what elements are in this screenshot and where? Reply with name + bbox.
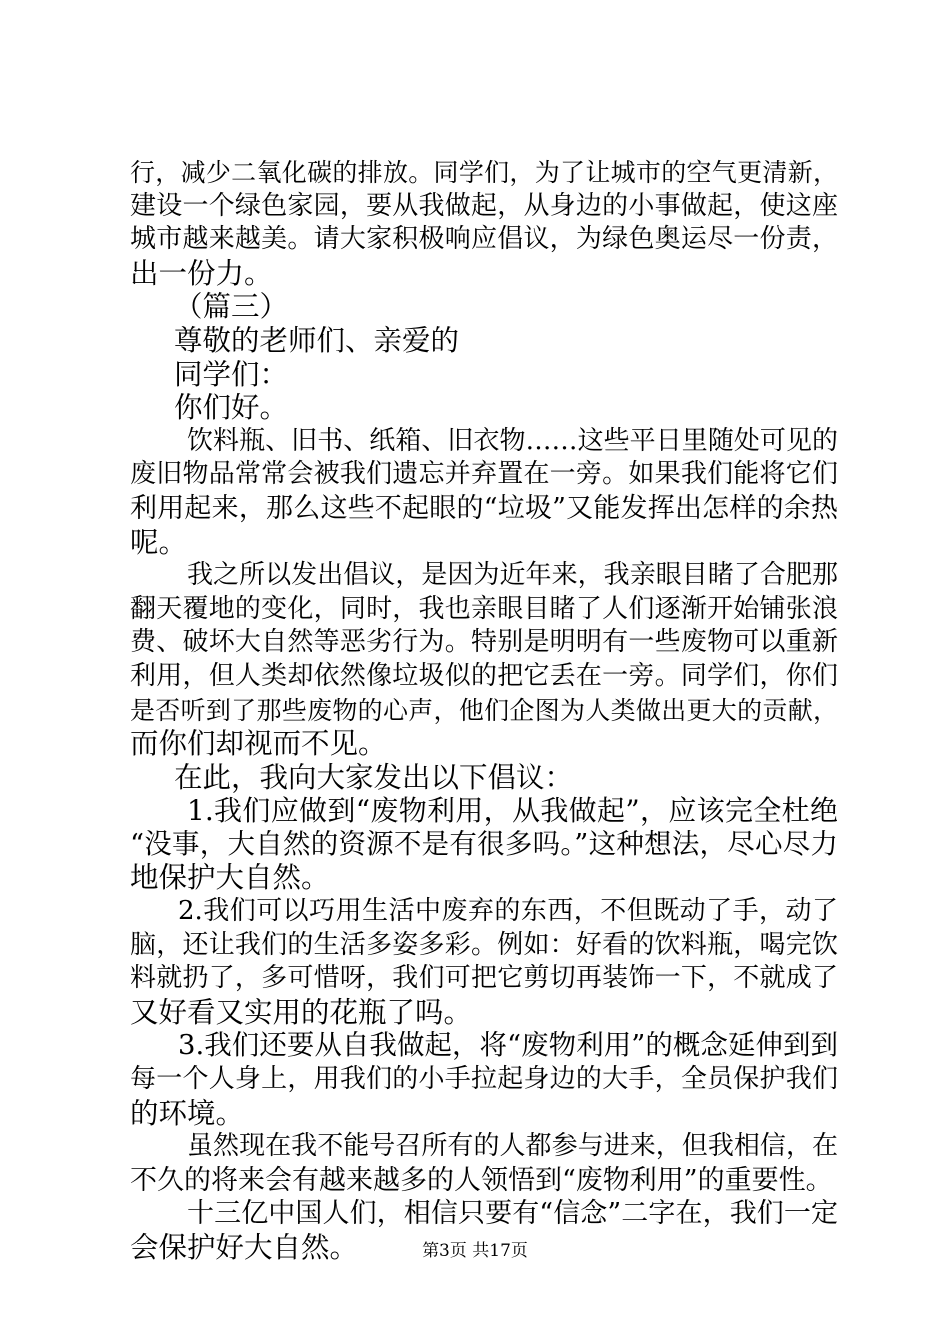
paragraph xyxy=(130,156,838,290)
text-line: 地保护大自然。 xyxy=(130,861,330,895)
list-item xyxy=(130,1029,838,1130)
paragraph xyxy=(130,425,838,559)
text-line: 每一个人身上，用我们的小手拉起身边的大手，全员保护我们 xyxy=(130,1064,838,1095)
text-line: 十三亿中国人们，相信只要有“信念”二字在，我们一定 xyxy=(187,1198,838,1230)
text-line: 翻天覆地的变化，同时，我也亲眼目睹了人们逐渐开始铺张浪 xyxy=(130,593,838,624)
text-line: 废旧物品常常会被我们遗忘并弃置在一旁。如果我们能将它们 xyxy=(130,459,838,490)
text-line: 我之所以发出倡议，是因为近年来，我亲眼目睹了合肥那 xyxy=(187,560,838,591)
page-number-footer: 第3页 共17页 xyxy=(422,1241,528,1261)
paragraph xyxy=(130,1130,838,1197)
text-line: （篇三） xyxy=(174,290,289,324)
document-body xyxy=(130,156,838,1265)
text-line: 料就扔了，多可惜呀，我们可把它剪切再装饰一下，不就成了 xyxy=(130,963,838,994)
paragraph xyxy=(130,761,838,795)
text-line: 利用，但人类却依然像垃圾似的把它丢在一旁。同学们，你们 xyxy=(130,660,838,691)
text-line: 出一份力。 xyxy=(130,256,273,290)
text-line: 你们好。 xyxy=(174,391,289,425)
text-line: 城市越来越美。请大家积极响应倡议，为绿色奥运尽一份责， xyxy=(130,224,838,255)
text-line: 1.我们应做到“废物利用，从我做起”，应该完全杜绝 xyxy=(187,794,838,828)
section-heading xyxy=(130,290,838,324)
paragraph xyxy=(130,559,838,761)
text-line: 饮料瓶、旧书、纸箱、旧衣物……这些平日里随处可见的 xyxy=(187,425,838,456)
salutation xyxy=(130,324,838,358)
salutation xyxy=(130,358,838,392)
list-item xyxy=(130,794,838,895)
text-line: 2.我们可以巧用生活中废弃的东西，不但既动了手，动了 xyxy=(178,896,838,927)
text-line: 尊敬的老师们、亲爱的 xyxy=(174,323,460,357)
text-line: “没事，大自然的资源不是有很多吗。”这种想法，尽心尽力 xyxy=(130,827,838,860)
text-line: 会保护好大自然。 xyxy=(130,1231,359,1264)
text-line: 在此，我向大家发出以下倡议： xyxy=(174,760,574,794)
text-line: 不久的将来会有越来越多的人领悟到“废物利用”的重要性。 xyxy=(130,1164,833,1196)
text-line: 建设一个绿色家园，要从我做起，从身边的小事做起，使这座 xyxy=(130,190,838,221)
text-line: 而你们却视而不见。 xyxy=(130,727,387,761)
text-line: 脑，还让我们的生活多姿多彩。例如：好看的饮料瓶，喝完饮 xyxy=(130,929,838,960)
text-line: 呢。 xyxy=(130,525,188,559)
text-line: 又好看又实用的花瓶了吗。 xyxy=(130,995,473,1029)
text-line: 虽然现在我不能号召所有的人都参与进来，但我相信，在 xyxy=(187,1131,838,1162)
text-line: 行，减少二氧化碳的排放。同学们，为了让城市的空气更清新， xyxy=(130,158,838,187)
list-item xyxy=(130,895,838,1029)
text-line: 的环境。 xyxy=(130,1096,245,1130)
greeting xyxy=(130,391,838,425)
text-line: 是否听到了那些废物的心声，他们企图为人类做出更大的贡献， xyxy=(130,695,838,725)
text-line: 费、破坏大自然等恶劣行为。特别是明明有一些废物可以重新 xyxy=(130,627,838,658)
text-line: 利用起来，那么这些不起眼的“垃圾”又能发挥出怎样的余热 xyxy=(130,492,838,524)
text-line: 同学们： xyxy=(174,357,289,391)
text-line: 3.我们还要从自我做起，将“废物利用”的概念延伸到到 xyxy=(178,1029,838,1062)
